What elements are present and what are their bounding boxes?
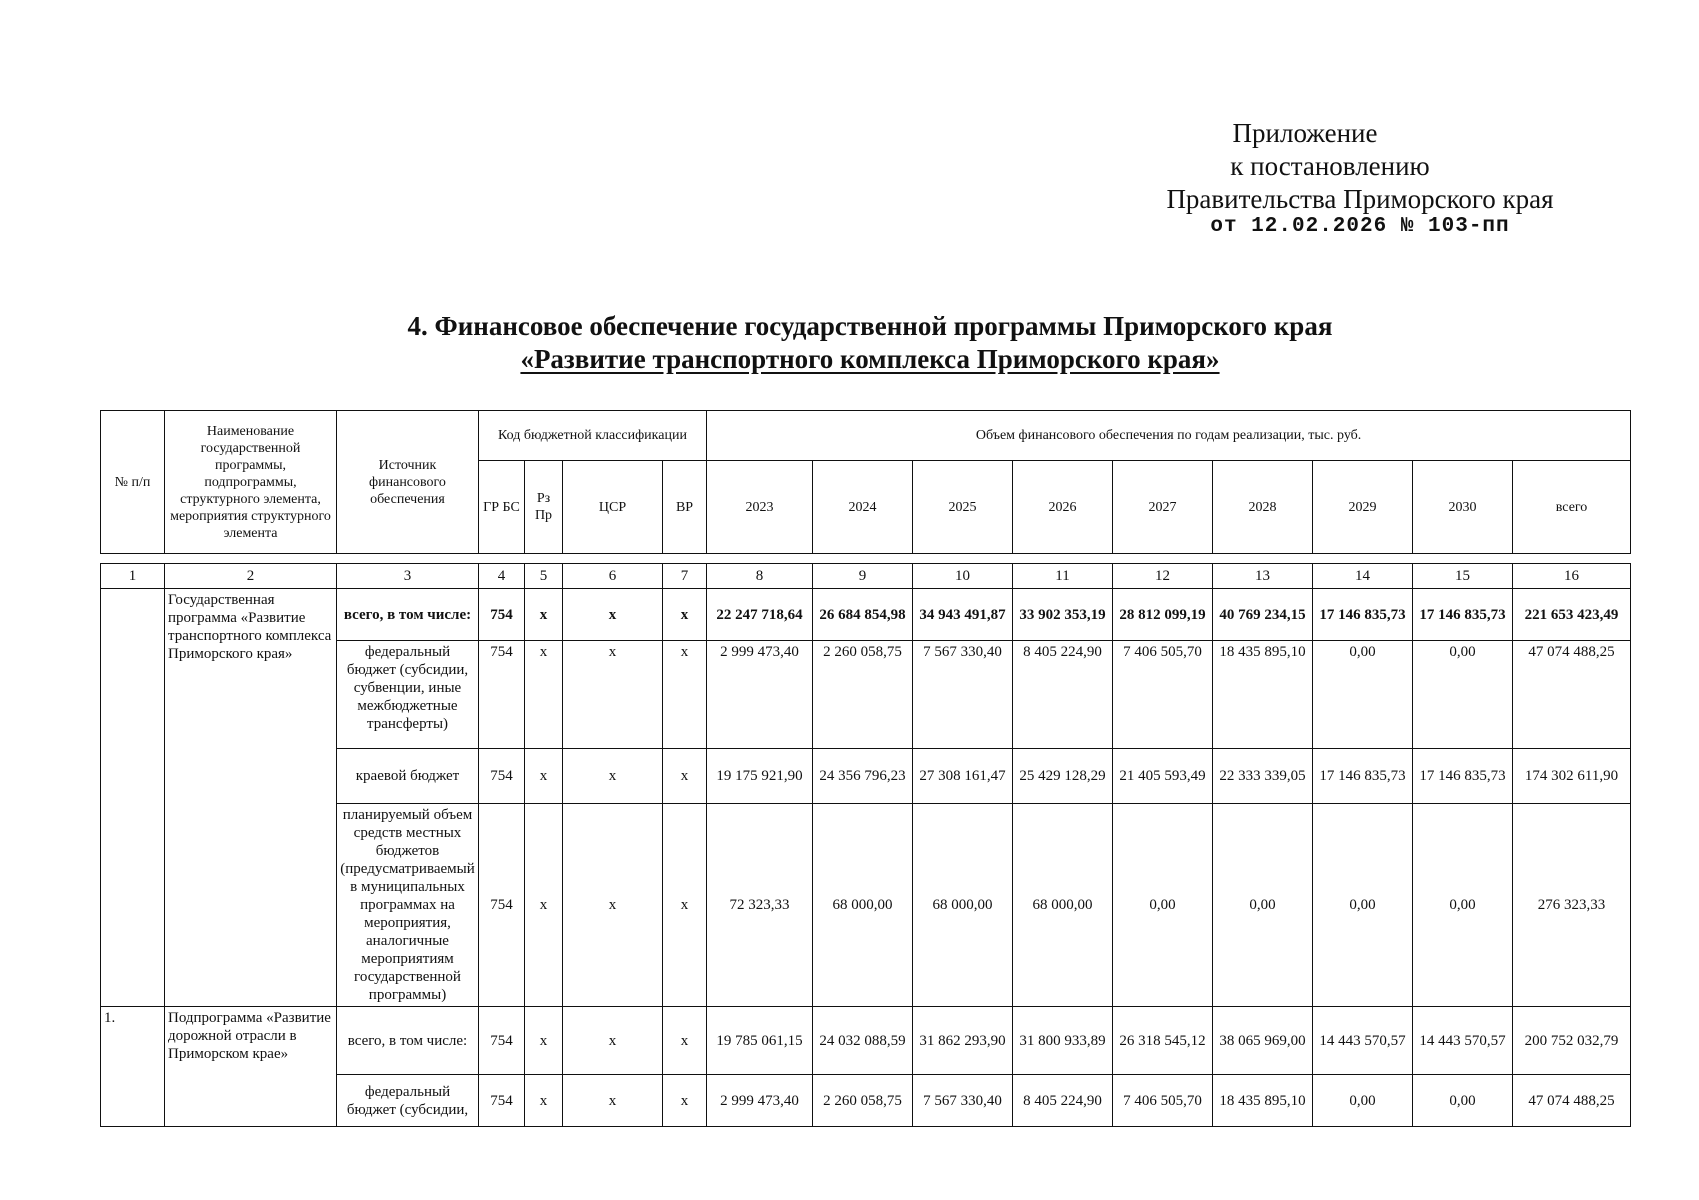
value-cell: 28 812 099,19 <box>1113 589 1213 641</box>
table-row <box>101 589 1631 641</box>
vr-cell: x <box>663 749 707 804</box>
column-number: 7 <box>663 564 707 589</box>
header-year: 2028 <box>1213 461 1313 554</box>
table-row <box>101 1007 1631 1075</box>
value-cell: 17 146 835,73 <box>1413 749 1513 804</box>
value-cell: 17 146 835,73 <box>1313 749 1413 804</box>
value-cell: 0,00 <box>1113 804 1213 1007</box>
value-cell: 24 032 088,59 <box>813 1007 913 1075</box>
subprogram-name: Подпрограмма «Развитие дорожной отрасли в Приморском крае» <box>165 1007 337 1127</box>
value-cell: 14 443 570,57 <box>1313 1007 1413 1075</box>
csr-cell: x <box>563 589 663 641</box>
value-cell: 0,00 <box>1313 641 1413 749</box>
header-source: Источник финансового обеспечения <box>337 411 479 554</box>
header-year: 2026 <box>1013 461 1113 554</box>
header-year: 2024 <box>813 461 913 554</box>
grbs-cell: 754 <box>479 1075 525 1127</box>
value-cell: 38 065 969,00 <box>1213 1007 1313 1075</box>
value-cell: 0,00 <box>1213 804 1313 1007</box>
annex-block <box>1120 117 1560 238</box>
value-cell: 24 356 796,23 <box>813 749 913 804</box>
value-cell: 25 429 128,29 <box>1013 749 1113 804</box>
vr-cell: x <box>663 1007 707 1075</box>
rzpr-cell: x <box>525 1007 563 1075</box>
vr-cell: x <box>663 589 707 641</box>
value-cell: 8 405 224,90 <box>1013 641 1113 749</box>
rzpr-cell: x <box>525 641 563 749</box>
rzpr-cell: x <box>525 804 563 1007</box>
column-number: 5 <box>525 564 563 589</box>
value-cell: 22 247 718,64 <box>707 589 813 641</box>
header-year: 2025 <box>913 461 1013 554</box>
value-cell: 17 146 835,73 <box>1313 589 1413 641</box>
value-cell: 2 260 058,75 <box>813 641 913 749</box>
value-cell: 7 567 330,40 <box>913 641 1013 749</box>
vr-cell: x <box>663 804 707 1007</box>
value-cell: 22 333 339,05 <box>1213 749 1313 804</box>
annex-line-1: Приложение <box>1232 118 1378 148</box>
column-number: 11 <box>1013 564 1113 589</box>
column-number: 10 <box>913 564 1013 589</box>
annex-date: от 12.02.2026 № 103-пп <box>1210 215 1510 238</box>
value-cell: 7 567 330,40 <box>913 1075 1013 1127</box>
header-vr: ВР <box>663 461 707 554</box>
grbs-cell: 754 <box>479 641 525 749</box>
header-year: 2027 <box>1113 461 1213 554</box>
value-cell: 0,00 <box>1413 1075 1513 1127</box>
program-name: Государственная программа «Развитие транспортного комплекса Приморского края» <box>165 589 337 1007</box>
total-cell: 174 302 611,90 <box>1513 749 1631 804</box>
value-cell: 19 785 061,15 <box>707 1007 813 1075</box>
grbs-cell: 754 <box>479 589 525 641</box>
header-num: № п/п <box>101 411 165 554</box>
value-cell: 68 000,00 <box>813 804 913 1007</box>
value-cell: 21 405 593,49 <box>1113 749 1213 804</box>
value-cell: 68 000,00 <box>1013 804 1113 1007</box>
column-number: 14 <box>1313 564 1413 589</box>
source-cell: краевой бюджет <box>337 749 479 804</box>
column-number: 8 <box>707 564 813 589</box>
table-header <box>100 410 1631 554</box>
finance-table <box>100 563 1631 1127</box>
header-year: 2030 <box>1413 461 1513 554</box>
value-cell: 33 902 353,19 <box>1013 589 1113 641</box>
document-heading <box>100 310 1640 376</box>
value-cell: 72 323,33 <box>707 804 813 1007</box>
annex-line-3: Правительства Приморского края <box>1166 184 1554 214</box>
header-rzpr: Рз Пр <box>525 461 563 554</box>
value-cell: 18 435 895,10 <box>1213 1075 1313 1127</box>
column-number: 3 <box>337 564 479 589</box>
document-title: 4. Финансовое обеспечение государственной программы Приморского края <box>407 311 1333 341</box>
header-volume-group: Объем финансового обеспечения по годам реализации, тыс. руб. <box>707 411 1631 461</box>
value-cell: 17 146 835,73 <box>1413 589 1513 641</box>
value-cell: 8 405 224,90 <box>1013 1075 1113 1127</box>
value-cell: 0,00 <box>1413 804 1513 1007</box>
value-cell: 40 769 234,15 <box>1213 589 1313 641</box>
value-cell: 14 443 570,57 <box>1413 1007 1513 1075</box>
header-year: 2029 <box>1313 461 1413 554</box>
source-cell: всего, в том числе: <box>337 589 479 641</box>
value-cell: 18 435 895,10 <box>1213 641 1313 749</box>
value-cell: 0,00 <box>1313 1075 1413 1127</box>
column-number: 12 <box>1113 564 1213 589</box>
vr-cell: x <box>663 1075 707 1127</box>
rzpr-cell: x <box>525 1075 563 1127</box>
column-number: 13 <box>1213 564 1313 589</box>
row-num <box>101 589 165 1007</box>
grbs-cell: 754 <box>479 1007 525 1075</box>
total-cell: 47 074 488,25 <box>1513 1075 1631 1127</box>
header-csr: ЦСР <box>563 461 663 554</box>
total-cell: 276 323,33 <box>1513 804 1631 1007</box>
csr-cell: x <box>563 749 663 804</box>
source-cell: всего, в том числе: <box>337 1007 479 1075</box>
column-number: 1 <box>101 564 165 589</box>
header-grbs: ГР БС <box>479 461 525 554</box>
rzpr-cell: x <box>525 589 563 641</box>
value-cell: 2 999 473,40 <box>707 641 813 749</box>
column-number: 15 <box>1413 564 1513 589</box>
vr-cell: x <box>663 641 707 749</box>
grbs-cell: 754 <box>479 749 525 804</box>
source-cell: планируемый объем средств местных бюджетов (предусматриваемый в муниципальных программах на мероприятия, аналогичные мероприятиям государственной программы) <box>337 804 479 1007</box>
value-cell: 68 000,00 <box>913 804 1013 1007</box>
csr-cell: x <box>563 1075 663 1127</box>
column-number: 9 <box>813 564 913 589</box>
row-num: 1. <box>101 1007 165 1127</box>
rzpr-cell: x <box>525 749 563 804</box>
value-cell: 0,00 <box>1313 804 1413 1007</box>
column-number: 6 <box>563 564 663 589</box>
value-cell: 26 318 545,12 <box>1113 1007 1213 1075</box>
value-cell: 0,00 <box>1413 641 1513 749</box>
value-cell: 27 308 161,47 <box>913 749 1013 804</box>
value-cell: 31 800 933,89 <box>1013 1007 1113 1075</box>
header-code-group: Код бюджетной классификации <box>479 411 707 461</box>
source-cell: федеральный бюджет (субсидии, субвенции, иные межбюджетные трансферты) <box>337 641 479 749</box>
value-cell: 19 175 921,90 <box>707 749 813 804</box>
document-subtitle: «Развитие транспортного комплекса Приморского края» <box>520 344 1220 374</box>
column-number: 2 <box>165 564 337 589</box>
column-number: 4 <box>479 564 525 589</box>
value-cell: 26 684 854,98 <box>813 589 913 641</box>
column-numbers-row <box>101 564 1631 589</box>
total-cell: 47 074 488,25 <box>1513 641 1631 749</box>
header-total: всего <box>1513 461 1631 554</box>
value-cell: 2 260 058,75 <box>813 1075 913 1127</box>
csr-cell: x <box>563 1007 663 1075</box>
csr-cell: x <box>563 804 663 1007</box>
csr-cell: x <box>563 641 663 749</box>
value-cell: 7 406 505,70 <box>1113 641 1213 749</box>
value-cell: 34 943 491,87 <box>913 589 1013 641</box>
value-cell: 31 862 293,90 <box>913 1007 1013 1075</box>
value-cell: 7 406 505,70 <box>1113 1075 1213 1127</box>
column-number: 16 <box>1513 564 1631 589</box>
value-cell: 2 999 473,40 <box>707 1075 813 1127</box>
annex-line-2: к постановлению <box>1230 151 1430 181</box>
source-cell: федеральный бюджет (субсидии, <box>337 1075 479 1127</box>
header-name: Наименование государственной программы, подпрограммы, структурного элемента, мероприятия структурного элемента <box>165 411 337 554</box>
total-cell: 221 653 423,49 <box>1513 589 1631 641</box>
grbs-cell: 754 <box>479 804 525 1007</box>
header-year: 2023 <box>707 461 813 554</box>
total-cell: 200 752 032,79 <box>1513 1007 1631 1075</box>
